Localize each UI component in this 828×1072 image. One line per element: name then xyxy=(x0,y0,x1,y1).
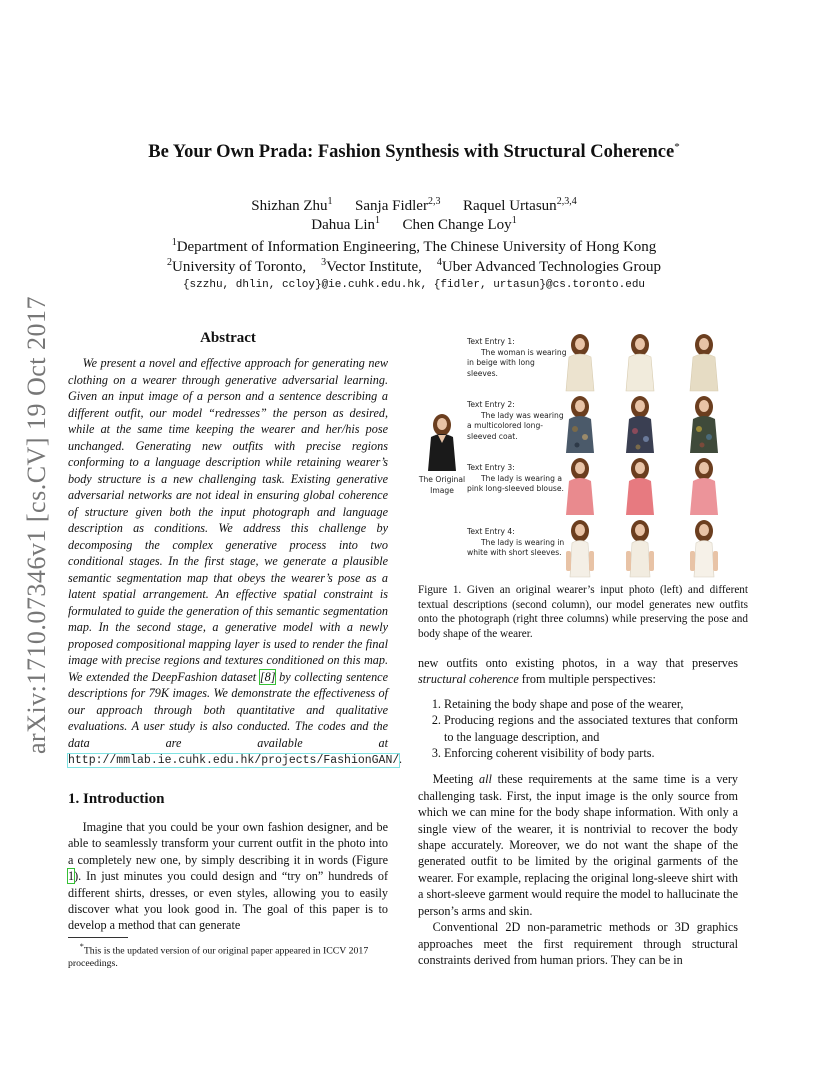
generated-image-beige xyxy=(623,333,657,393)
generated-image-multicolored xyxy=(623,395,657,455)
original-wearer-photo xyxy=(425,413,459,473)
project-url-link[interactable]: http://mmlab.ie.cuhk.edu.hk/projects/FashionGAN/ xyxy=(68,754,400,767)
requirements-list xyxy=(418,696,738,762)
arxiv-id: arXiv:1710.07346v1 [cs.CV] 19 Oct 2017 xyxy=(22,295,51,755)
generated-image-beige xyxy=(563,333,597,393)
paper-title: Be Your Own Prada: Fashion Synthesis with Structural Coherence* xyxy=(148,141,680,163)
author: Shizhan Zhu$^1$ xyxy=(251,196,333,214)
figure-1 xyxy=(417,333,747,575)
section-heading-introduction: 1. Introduction xyxy=(68,791,165,807)
author-emails: {szzhu, dhlin, ccloy}@ie.cuhk.edu.hk, {fidler, urtasun}@cs.toronto.edu xyxy=(182,279,646,291)
author: Raquel Urtasun$^{2,3,4}$ xyxy=(462,196,577,214)
list-item: 3. Enforcing coherent visibility of body parts. xyxy=(444,745,738,761)
paragraph: Meeting all these requirements at the same time is a very challenging task. First, the input image is the only source from which we can mine for the body shape information. With only a single view of the wearer, it is nontrivial to recover the body shape accurately. Moreover, we do not want the shape of the generated outfit to be limited by the original garments of the wearer. For example, replacing the original long-sleeve shirt with a short-sleeve garment would require the model to hallucinate the person’s arms and skin. xyxy=(418,772,738,918)
author: Chen Change Loy$^1$ xyxy=(402,215,517,233)
generated-image-multicolored xyxy=(563,395,597,455)
authors-line-2 xyxy=(0,215,828,234)
right-column-body xyxy=(418,655,738,968)
footnote: *This is the updated version of our original paper appeared in ICCV 2017 proceedings. xyxy=(68,942,369,970)
list-item: 2. Producing regions and the associated textures that conform to the language description, and xyxy=(444,712,738,745)
affiliation-line-1: $^1$Department of Information Engineering, The Chinese University of Hong Kong xyxy=(171,237,657,255)
generated-image-pink xyxy=(687,457,721,517)
abstract-heading: Abstract xyxy=(200,330,256,346)
introduction-paragraph: Imagine that you could be your own fashion designer, and be able to seamlessly transform your current outfit in the photo into a completely new one, by simply describing it in words (Figure 1). In just minutes you could design and “try on” hundreds of different shirts, dresses, or even styles, allowing you to easily discover what you look good in. The goal of this paper is to develop a method that can generate xyxy=(68,820,388,933)
citation-link[interactable]: [8] xyxy=(259,669,276,684)
text-entry-3: Text Entry 3: The lady is wearing a pink long-sleeved blouse. xyxy=(467,463,564,493)
generated-image-multicolored xyxy=(687,395,721,455)
figure-1-caption: Figure 1. Given an original wearer’s input photo (left) and different textual descriptions (second column), our model generates new outfits onto the photograph (right three columns) while preserving the pose and body shape of the wearer. xyxy=(418,584,748,640)
generated-image-pink xyxy=(563,457,597,517)
generated-image-white xyxy=(563,519,597,579)
generated-image-beige xyxy=(687,333,721,393)
generated-image-pink xyxy=(623,457,657,517)
author: Sanja Fidler$^{2,3}$ xyxy=(355,196,441,214)
text-entry-4: Text Entry 4: The lady is wearing in white with short sleeves. xyxy=(467,527,565,557)
figure-reference-link[interactable]: 1 xyxy=(68,869,75,884)
text-entry-1: Text Entry 1: The woman is wearing in beige with long sleeves. xyxy=(467,337,567,378)
abstract-body: We present a novel and effective approach for generating new clothing on a wearer through generative adversarial learning. Given an input image of a person and a sentence describing a different outfit, our model “redresses” the person as desired, while at the same time keeping the wearer and her/his pose unchanged. Generating new outfits with precise regions conforming to a language description while retaining wearer’s body structure is a new challenging task. Existing generative adversarial networks are not ideal in ensuring global coherence of structure given both the input photograph and language description as conditions. We address this challenge by decomposing the complex generative process into two conditional stages. In the first stage, we generate a plausible semantic segmentation map that obeys the wearer’s pose as a latent spatial arrangement. An effective spatial constraint is formulated to guide the generation of this semantic segmentation map. In the second stage, a generative model with a newly proposed compositional mapping layer is used to render the final image with precise regions and textures conditioned on this map. We extended the DeepFashion dataset [8] by collecting sentence descriptions for 79K images. We demonstrate the effectiveness of our approach through both quantitative and qualitative evaluations. A user study is also conducted. The codes and the data are available at http://mmlab.ie.cuhk.edu.hk/projects/FashionGAN/. xyxy=(68,356,403,767)
authors-line-1 xyxy=(0,196,828,215)
footnote-rule xyxy=(68,937,128,938)
arxiv-stamp xyxy=(22,290,52,760)
paragraph: new outfits onto existing photos, in a way that preserves structural coherence from multiple perspectives: xyxy=(418,656,738,687)
affiliation-line-2: $^2$University of Toronto, $^3$Vector Institute, $^4$Uber Advanced Technologies Group xyxy=(167,257,661,275)
author: Dahua Lin$^1$ xyxy=(311,215,381,233)
paragraph: Conventional 2D non-parametric methods or 3D graphics approaches meet the first requirement through structural constraints derived from human priors. They can be in xyxy=(418,920,738,967)
title-footnote-mark: * xyxy=(674,141,680,153)
generated-image-white xyxy=(687,519,721,579)
list-item: 1. Retaining the body shape and pose of the wearer, xyxy=(444,696,738,712)
text-entry-2: Text Entry 2: The lady was wearing a multicolored long-sleeved coat. xyxy=(467,400,564,441)
generated-image-white xyxy=(623,519,657,579)
original-image-label: The Original Image xyxy=(418,475,466,495)
